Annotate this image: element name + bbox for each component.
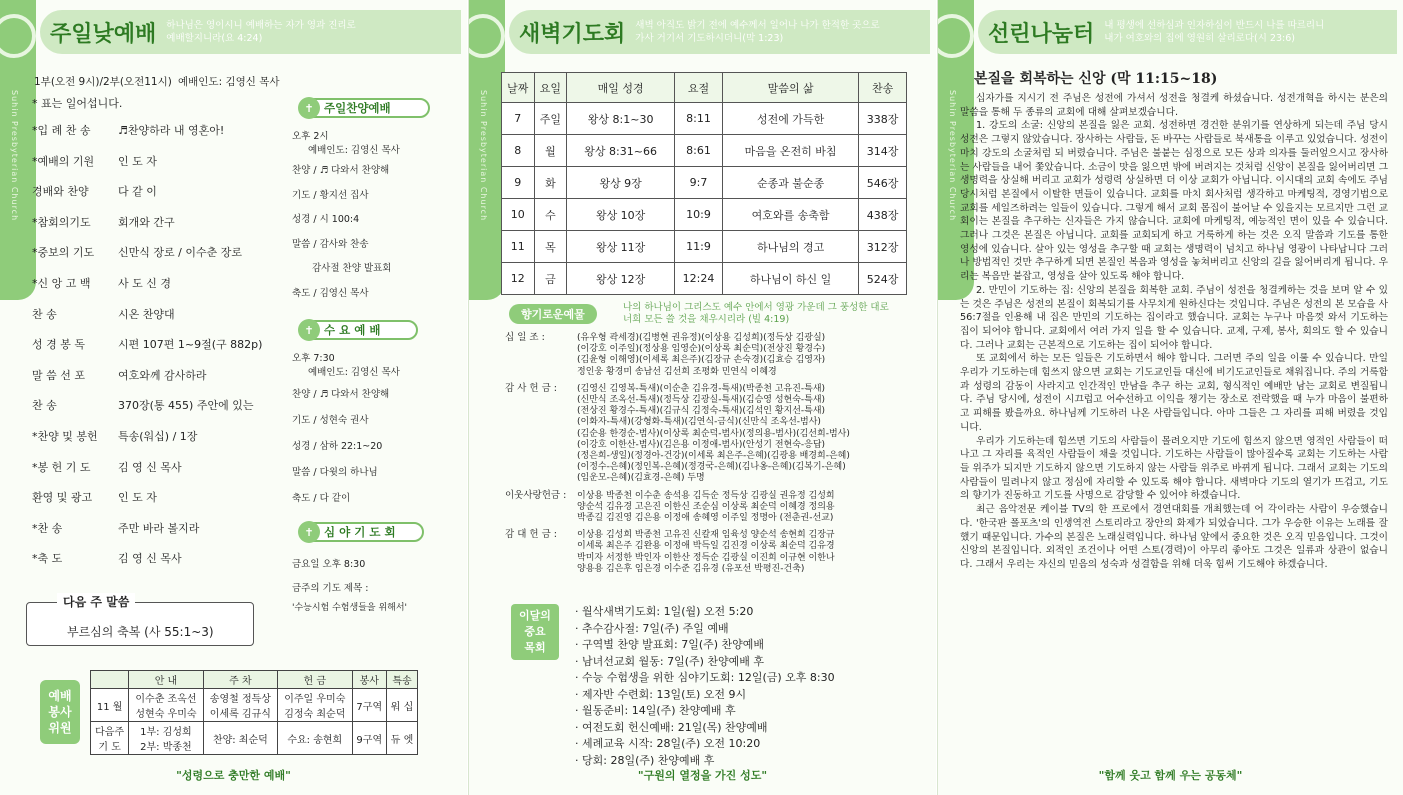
- dawn-cell: 하나님의 경고: [722, 231, 858, 263]
- volunteer-label-2: 봉사: [48, 705, 72, 719]
- verse-line-2: 가사 거기서 기도하시더니(막 1:23): [635, 33, 784, 44]
- dawn-cell: 왕상 10장: [567, 199, 675, 231]
- sidebar-church-name: Suhin Presbyterian Church: [948, 90, 957, 222]
- dawn-cell: 312장: [859, 231, 907, 263]
- swirl-decoration: [937, 14, 974, 58]
- cross-icon: ✝: [298, 319, 320, 341]
- dawn-header-cell: 찬송: [859, 73, 907, 103]
- dawn-cell: 546장: [859, 167, 907, 199]
- news-item: · 세례교육 시작: 28일(주) 오전 10:20: [575, 737, 761, 750]
- praise-leader: 예배인도: 김영신 목사: [308, 145, 400, 156]
- order-item-value: 신만식 장로 / 이수춘 장로: [118, 246, 242, 260]
- dawn-cell: 7: [502, 103, 535, 135]
- order-item-label: 말 씀 선 포: [32, 368, 85, 382]
- header-sunday-worship: [40, 10, 461, 54]
- order-item-value: 인 도 자: [118, 154, 157, 168]
- offering-line: 박종길 김진영 김은용 이정애 송혜영 이주일 정명아 (전춘권-선교): [577, 513, 834, 523]
- order-item-value: 김 영 신 목사: [118, 552, 182, 566]
- volunteer-header-cell: 특송: [387, 671, 418, 689]
- night-topic-label: 금주의 기도 제목 :: [292, 583, 369, 594]
- dawn-cell: 왕상 8:31~66: [567, 135, 675, 167]
- next-week-sermon-box: [26, 595, 254, 646]
- sidebar-church-name: Suhin Presbyterian Church: [479, 90, 488, 222]
- praise-item: 찬양 / ♬ 다와서 찬양해: [292, 165, 390, 176]
- sidebar-decoration: [0, 0, 36, 300]
- order-item-label: *찬 송: [32, 521, 63, 535]
- sermon-paragraph: 2. 만민이 기도하는 집: 신앙의 본질을 회복한 교회. 주님이 성전을 청결케하는 것을 보며 알 수 있는 것은 주님은 성전의 본질이 회복되기를 사무치게 원하신다는 것입니다. 주님은 성전의 본 모습을 사56:7절을 인용해 내 집은 만민의 기도하는 집이라고 했습니다. 교회는 누구나 마음껏 와서 기도하는 집이 되어야 합니다. 교회에서 여러 가지 일을 할 수 있습니다. 교제, 구제, 봉사, 회의도 할 수 있습니다. 그러나 교회는 근본적으로 기도하는 집이 되어야 합니다.: [960, 284, 1388, 351]
- order-item-label: *입 례 찬 송: [32, 124, 91, 137]
- offering-line: (김영신 김영복-특새)(이순춘 김유경-특새)(박종천 고유진-특새): [577, 383, 826, 394]
- sermon-title: 본질을 회복하는 신앙 (막 11:15~18): [974, 71, 1218, 87]
- dawn-cell: 하나님이 하신 일: [722, 263, 858, 295]
- dawn-header-cell: 매일 성경: [567, 73, 675, 103]
- night-title-text: 심 야 기 도 회: [324, 525, 396, 539]
- news-item: · 여전도회 헌신예배: 21일(목) 찬양예배: [575, 720, 768, 734]
- offering-category: 감 대 헌 금 :: [505, 529, 557, 541]
- dawn-cell: 12: [502, 263, 535, 295]
- news-item: · 월동준비: 14일(주) 찬양예배 후: [575, 704, 736, 717]
- offering-verse-line-1: 나의 하나님이 그리스도 예수 안에서 영광 가운데 그 풍성한 대로: [623, 302, 889, 313]
- volunteer-label-1: 예배: [48, 689, 72, 703]
- dawn-cell: 9:7: [675, 167, 723, 199]
- volunteer-row: [91, 722, 418, 755]
- service-times: 1부(오전 9시)/2부(오전11시): [34, 76, 172, 88]
- header-dawn-prayer: [509, 10, 930, 54]
- wed-item: 축도 / 다 같이: [292, 493, 351, 504]
- service-leader: 예배인도: 김영신 목사: [178, 76, 280, 88]
- dawn-header-cell: 요절: [675, 73, 723, 103]
- dawn-prayer-table: [501, 72, 907, 295]
- dawn-row: [502, 231, 907, 263]
- dawn-header-cell: 요일: [534, 73, 567, 103]
- dawn-cell: 9: [502, 167, 535, 199]
- sermon-paragraph: 우리가 기도하는데 힘쓰면 기도의 사람들이 몰려오지만 기도에 힘쓰지 않으면 영적인 사람들이 떠나고 그 자리를 육적인 사람들이 채울 것입니다. 기도하는 사람들이 많아질수록 교회는 기도하는 사람들 위주가 되지만 기도하지 않으면 기도하지 않는 사람들 위주로 바뀌게 됩니다. 그래서 교회는 기도의 사람들이 밀려나지 않고 정심에 자리할 수 있도록 해야 합니다. 새벽마다 기도의 열기가 뜨겁고, 기도의 향기가 진동하고 기도를 사명으로 감당할 수 있어야 하겠습니다.: [960, 435, 1388, 502]
- cross-icon: ✝: [298, 521, 320, 543]
- wed-time: 오후 7:30: [292, 353, 335, 364]
- night-time: 금요일 오후 8:30: [292, 559, 366, 570]
- dawn-cell: 8:61: [675, 135, 723, 167]
- order-item-label: 환영 및 광고: [32, 491, 93, 505]
- offering-line: (신만식 조옥선-특새)(정득상 김광실-특새)(김승영 성현숙-특새): [577, 395, 826, 405]
- order-item-label: 경배와 찬양: [32, 185, 89, 199]
- header-verse: [635, 19, 879, 45]
- offering-line: (이화자-특새)(강형화-특새)(김연식-금식)(신만식 조옥선-범사): [577, 417, 821, 428]
- dawn-cell: 화: [534, 167, 567, 199]
- volunteer-label-3: 위원: [48, 721, 72, 735]
- order-item-label: 찬 송: [32, 307, 57, 321]
- verse-line-1: 내 평생에 선하심과 인자하심이 반드시 나를 따르리니: [1104, 20, 1325, 31]
- order-item-value: 시온 찬양대: [118, 307, 175, 321]
- dawn-cell: 12:24: [675, 263, 723, 295]
- order-item-label: *참회의기도: [32, 215, 91, 229]
- volunteer-header-cell: 안 내: [129, 671, 203, 689]
- verse-line-1: 새벽 아직도 밝기 전에 예수께서 일어나 나가 한적한 곳으로: [635, 20, 880, 31]
- page-title: 주일낮예배: [50, 21, 157, 47]
- order-item-label: *신 앙 고 백: [32, 277, 91, 290]
- verse-line-2: 예배할지니라(요 4:24): [166, 33, 263, 44]
- offering-line: 이상용 박종천 이수춘 송석용 김득순 정득상 김광실 권유정 김성희: [577, 490, 835, 501]
- swirl-decoration: [468, 14, 505, 58]
- next-week-label: 다음 주 말씀: [57, 593, 135, 610]
- header-sharing: [978, 10, 1397, 54]
- dawn-cell: 순종과 불순종: [722, 167, 858, 199]
- wed-item: 성경 / 삼하 22:1~20: [292, 441, 383, 452]
- offering-line: (김윤형 이해영)(이세록 최은주)(김장규 손숙경)(김효승 김영자): [577, 355, 826, 366]
- order-item-label: *찬양 및 봉헌: [32, 430, 98, 443]
- cross-icon: ✝: [298, 97, 320, 119]
- order-item-label: 찬 송: [32, 399, 57, 413]
- offering-line: 박미자 서정한 박인자 이한산 정득순 김광실 이진희 이규현 이한나: [577, 552, 835, 563]
- dawn-cell: 마음을 온전히 바침: [722, 135, 858, 167]
- next-week-sermon: 부르심의 축복 (사 55:1~3): [67, 625, 214, 639]
- sermon-paragraph: 1. 강도의 소굴: 신앙의 본질을 잃은 교회. 성전하면 경건한 분위기를 연상하게 되는데 주님 당시 성전은 그렇지 않았습니다. 장사하는 사람들, 돈 바꾸는 사람들로 북새통을 이루고 있었습니다. 성전이 마치 강도의 소굴처럼 되 버렸습니다. 주님은 불붙는 심정으로 모든 상과 의자를 둘러엎으시고 장사하는 사람들을 내어 쫓았습니다. 소금이 맛을 잃으면 밖에 버려지는 것처럼 신앙이 본질을 잃어버리면 그 생명력을 상실해 버리고 교회가 성령력 상실하면 더 이상 교회가 아닙니다. 이시대의 교회 속에도 주님 당시처럼 본질에서 이탈한 면들이 있습니다. 교회를 마치 회사처럼 생각하고 마케팅적, 경영기법으로 교회를 세일즈하려는 일들이 있습니다. 그렇게 해서 교회 몸집이 불어날 수 있을지는 모르지만 그런 교회이는 본질을 추구하는 신자들은 가지 않습니다. 교회에 마케팅적, 예능적인 면이 있을 수 있습니다. 그러나 그것은 본질은 아닙니다. 교회를 교회되게 하고 거룩하게 하는 것은 오직 말씀과 기도를 통한 영성에 있습니다. 살아 있는 영성을 추구할 때 교회는 생명력이 넘치고 하나님 영광이 나타납니다 그러나 방법적인 것만 추구하게 되면 본질인 복음과 영성을 놓쳐버리고 신앙의 길을 잃어버리게 됩니다. 우리는 복음만 붙잡고, 영성을 살아 있도록 해야 합니다.: [960, 120, 1388, 283]
- wed-title-text: 수 요 예 배: [324, 323, 381, 337]
- volunteer-row: [91, 689, 418, 722]
- dawn-cell: 성전에 가득한: [722, 103, 858, 135]
- dawn-cell: 11: [502, 231, 535, 263]
- news-label-3: 목회: [524, 641, 546, 654]
- verse-line-1: 하나님은 영이시니 예배하는 자가 영과 진리로: [166, 20, 356, 31]
- order-item-value: 회개와 간구: [118, 215, 175, 229]
- dawn-cell: 10:9: [675, 199, 723, 231]
- panel-footer: "함께 웃고 함께 우는 공동체": [1098, 769, 1243, 782]
- praise-item: 말씀 / 감사와 찬송: [292, 238, 369, 250]
- order-item-value: 시편 107편 1~9절(구 882p): [118, 338, 263, 352]
- dawn-header-cell: 날짜: [502, 73, 535, 103]
- wed-item: 찬양 / ♬ 다와서 찬양해: [292, 389, 390, 400]
- volunteer-header-cell: 봉사: [352, 671, 387, 689]
- offering-category: 감 사 헌 금 :: [505, 382, 557, 394]
- volunteer-header-cell: 헌 금: [278, 671, 352, 689]
- order-item-value: 특송(워십) / 1장: [118, 430, 198, 443]
- order-item-value: ♬찬양하라 내 영혼아!: [118, 124, 225, 137]
- praise-time: 오후 2시: [292, 131, 329, 142]
- volunteer-cell: 7구역: [352, 689, 387, 722]
- news-item: · 당회: 28일(주) 찬양예배 후: [575, 753, 715, 767]
- page-title: 새벽기도회: [519, 21, 626, 47]
- offering-line: 정인웅 황경미 송남선 김선희 조평화 민연식 이혜경: [577, 366, 777, 377]
- news-item: · 수능 수험생을 위한 심야기도회: 12일(금) 오후 8:30: [575, 671, 835, 684]
- praise-worship-title: [300, 98, 430, 118]
- offering-line: (임운모-은혜)(김효경-은혜) 두명: [577, 473, 705, 484]
- wed-item: 기도 / 성현숙 권사: [292, 415, 369, 426]
- offering-line: (유우형 곽세경)(김병현 권유정)(이상용 김성희)(정득상 김광실): [577, 333, 826, 343]
- dawn-cell: 수: [534, 199, 567, 231]
- offering-verse-line-2: 너희 모든 쓸 것을 채우시리라 (빌 4:19): [623, 314, 790, 325]
- offering-line: (전상진 황경수-특새)(김규식 김정숙-특새)(김석인 황지선-특새): [577, 406, 826, 417]
- order-item-label: *중보의 기도: [32, 246, 95, 260]
- offering-line: (정은희-생일)(정경아-건강)(이세록 최은주-은혜)(김광용 배경희-은혜): [577, 451, 850, 461]
- news-label: [511, 604, 559, 660]
- dawn-cell: 10: [502, 199, 535, 231]
- offering-line: (이강호 이주일)(정상용 임영순)(이상록 최순덕)(전상진 황경수): [577, 344, 826, 355]
- dawn-cell: 왕상 12장: [567, 263, 675, 295]
- news-item: · 남녀선교회 월동: 7일(주) 찬양예배 후: [575, 654, 765, 668]
- dawn-row: [502, 135, 907, 167]
- news-item: · 제자반 수련회: 13일(토) 오전 9시: [575, 687, 747, 701]
- news-label-1: 이달의: [519, 609, 551, 622]
- praise-item: 감사절 찬양 발표회: [312, 263, 392, 275]
- dawn-cell: 왕상 8:1~30: [567, 103, 675, 135]
- stand-note: * 표는 일어섭니다.: [32, 97, 123, 110]
- header-verse: [166, 19, 355, 45]
- sermon-paragraph: 십자가를 지시기 전 주님은 성전에 가셔서 성전을 청결케 하셨습니다. 성전개혁을 하시는 분은의 말씀을 통해 두 종류의 교회에 대해 살펴보겠습니다.: [960, 93, 1388, 118]
- volunteer-header-row: [91, 671, 418, 689]
- wed-leader: 예배인도: 김영신 목사: [308, 367, 400, 378]
- offering-line: (김순용 한경순-범사)(이상록 최순덕-범사)(정의용-범사)(김선희-범사): [577, 428, 850, 439]
- volunteer-header-blank: [91, 671, 129, 689]
- dawn-row: [502, 103, 907, 135]
- dawn-cell: 314장: [859, 135, 907, 167]
- offering-line: 양순석 김유경 고은진 이한신 조순심 이상록 최순덕 이혜경 정의용: [577, 501, 835, 512]
- night-topic: '수능시험 수험생들을 위해서': [292, 603, 407, 613]
- offering-line: 양용용 김은후 임은경 이수준 김유경 (유포선 박평진-건축): [577, 563, 805, 574]
- dawn-cell: 524장: [859, 263, 907, 295]
- offering-line: 이상용 김성희 박종천 고유진 신칼재 임육성 양순석 송현희 김장규: [577, 530, 835, 541]
- order-item-label: *예배의 기원: [32, 154, 95, 168]
- panel-footer: "성령으로 충만한 예배": [176, 769, 291, 782]
- offering-category: 십 일 조 :: [505, 332, 545, 343]
- dawn-row: [502, 199, 907, 231]
- dawn-cell: 목: [534, 231, 567, 263]
- offering-line: (이강호 이한산-범사)(김은용 이정애-범사)(안성기 전현숙-응답): [577, 439, 826, 450]
- volunteer-cell: 송영철 정득상 이세록 김규식: [203, 689, 277, 722]
- volunteer-cell: 듀 엣: [387, 722, 418, 755]
- volunteer-header-cell: 주 차: [203, 671, 277, 689]
- panel-footer: "구원의 열정을 가진 성도": [637, 769, 768, 782]
- dawn-row: [502, 167, 907, 199]
- dawn-cell: 여호와를 송축함: [722, 199, 858, 231]
- volunteer-table: [90, 670, 418, 755]
- dawn-cell: 왕상 11장: [567, 231, 675, 263]
- volunteer-cell: 이수춘 조옥선 성현숙 우미숙: [129, 689, 203, 722]
- verse-line-2: 내가 여호와의 집에 영원히 살리로다(시 23:6): [1104, 33, 1295, 44]
- volunteer-label: [40, 680, 80, 744]
- wednesday-worship-title: [300, 320, 418, 340]
- news-item: · 구역별 찬양 발표회: 7일(주) 찬양예배: [575, 638, 765, 651]
- offering-line: (이정수-은혜)(정인복-은혜)(정경국-은혜)(김나옹-은혜)(김복기-은혜): [577, 462, 846, 473]
- praise-item: 성경 / 시 100:4: [292, 214, 360, 226]
- dawn-cell: 8:11: [675, 103, 723, 135]
- offering-verse: [623, 302, 889, 326]
- order-item-value: 인 도 자: [118, 491, 157, 505]
- news-item: · 월삭새벽기도회: 1일(월) 오전 5:20: [575, 605, 754, 618]
- panel-dawn-prayer: [468, 0, 936, 795]
- page-title: 선린나눔터: [988, 21, 1095, 47]
- order-item-value: 370장(통 455) 주안에 있는: [118, 399, 254, 413]
- order-item-value: 다 같 이: [118, 185, 157, 199]
- dawn-cell: 438장: [859, 199, 907, 231]
- volunteer-cell: 9구역: [352, 722, 387, 755]
- offering-category: 이웃사랑헌금 :: [505, 489, 567, 501]
- volunteer-cell: 1부: 김성희 2부: 박종천: [129, 722, 203, 755]
- volunteer-cell: 수요: 송현희: [278, 722, 352, 755]
- swirl-decoration: [0, 14, 36, 58]
- news-list: [575, 604, 835, 769]
- volunteer-cell: 이주일 우미숙 김정숙 최순덕: [278, 689, 352, 722]
- order-item-value: 김 영 신 목사: [118, 460, 182, 474]
- sermon-body: [960, 92, 1388, 572]
- volunteer-cell: 11 월: [91, 689, 129, 722]
- panel-sharing: [937, 0, 1403, 795]
- dawn-row: [502, 263, 907, 295]
- volunteer-cell: 찬양: 최순덕: [203, 722, 277, 755]
- dawn-cell: 월: [534, 135, 567, 167]
- offering-line: 이세록 최은주 김완용 이정애 박득일 김진경 이상록 최순덕 김유경: [577, 541, 835, 552]
- order-item-value: 사 도 신 경: [118, 277, 171, 290]
- sermon-paragraph: 또 교회에서 하는 모든 일들은 기도하면서 해야 합니다. 그러면 주의 일을 이룰 수 있습니다. 만일 우리가 기도하는데 힘쓰지 않으면 교회는 기도교인들 대신에 비기도교인들로 채워집니다. 주의 거룩함과 성령의 감동이 사라지고 인간적인 만남을 추구 하는 교회, 형식적인 예배만 남는 교회로 변질됩니다. 주님 당시에, 성전이 시끄럽고 어수선하고 이익을 챙기는 장소로 전락했을 때 누가 마음이 불편하고 피해를 봤을까요. 하나님께 기도하러 나온 사람들입니다. 아마 그들은 그 자리를 피해 버렸을 것입니다.: [960, 353, 1388, 433]
- header-verse: [1104, 19, 1324, 45]
- sidebar-decoration: [469, 0, 505, 300]
- volunteer-cell: 다음주 기 도: [91, 722, 129, 755]
- dawn-cell: 주일: [534, 103, 567, 135]
- volunteer-cell: 워 십: [387, 689, 418, 722]
- dawn-header-cell: 말씀의 삶: [722, 73, 858, 103]
- dawn-cell: 금: [534, 263, 567, 295]
- dawn-cell: 8: [502, 135, 535, 167]
- order-item-label: *축 도: [32, 552, 63, 566]
- dawn-cell: 11:9: [675, 231, 723, 263]
- praise-item: 축도 / 김영신 목사: [292, 288, 369, 299]
- order-item-label: 성 경 봉 독: [32, 338, 85, 352]
- news-label-2: 중요: [524, 625, 546, 638]
- order-item-label: *봉 헌 기 도: [32, 460, 91, 474]
- sermon-paragraph: 최근 음악전문 케이블 TV의 한 프로에서 경연대회를 개최했는데 어 각이라는 사람이 우승했습니다. '한국판 폴포츠'의 인생역전 스토리라고 장안의 화제가 되었습니다. 그가 우승한 이유는 노래를 잘 했기 때문입니다. 가수의 본질은 노래실력입니다. 하나님 앞에서 중요한 것은 오직 믿음입니다. 그것이 신앙의 본질입니다. 외적인 조건이나 어떤 스토(경력)이 아무리 좋아도 그것은 일류과 상관이 없습니다. 그래서 우리는 자신의 믿음의 성숙과 성결함을 위해 더욱 힘써 기도해야 하겠습니다.: [960, 504, 1388, 570]
- dawn-cell: 왕상 9장: [567, 167, 675, 199]
- order-item-value: 여호와께 감사하라: [118, 368, 207, 382]
- praise-title-text: 주일찬양예배: [324, 101, 391, 115]
- order-item-value: 주만 바라 볼지라: [118, 521, 200, 535]
- panel-sunday-worship: [0, 0, 467, 795]
- news-item: · 추수감사절: 7일(주) 주일 예배: [575, 621, 729, 635]
- sidebar-church-name: Suhin Presbyterian Church: [10, 90, 19, 222]
- offering-section-title: 향기로운예물: [509, 304, 597, 324]
- wed-item: 말씀 / 다윗의 하나님: [292, 467, 378, 478]
- praise-item: 기도 / 황지선 집사: [292, 189, 369, 201]
- night-prayer-title: [300, 522, 424, 542]
- dawn-header-row: [502, 73, 907, 103]
- dawn-cell: 338장: [859, 103, 907, 135]
